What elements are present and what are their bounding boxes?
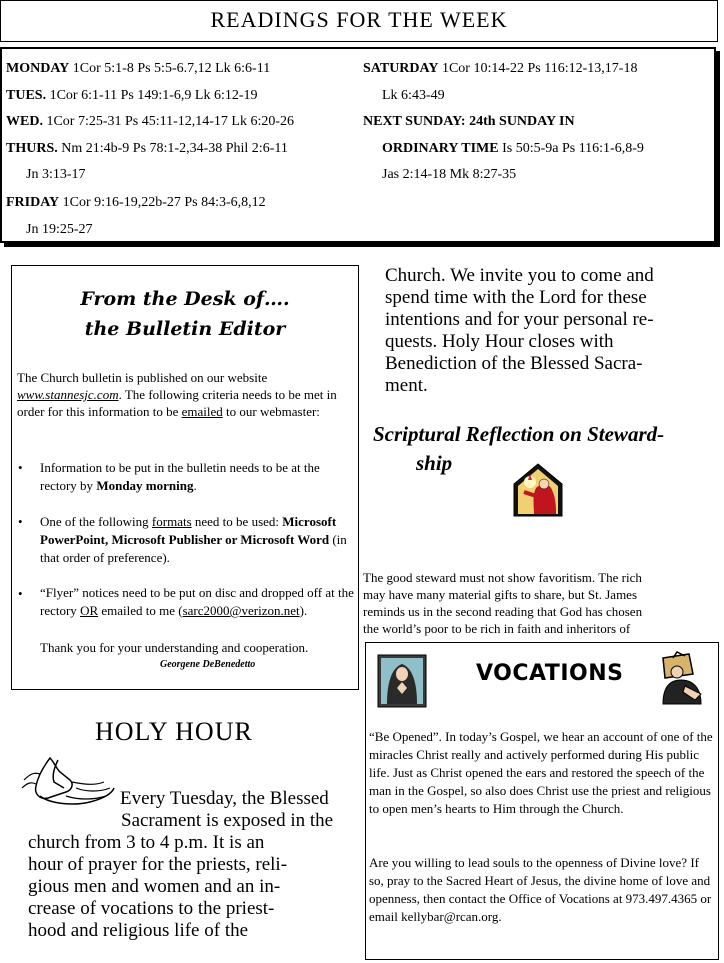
praying-nun-icon bbox=[377, 654, 427, 708]
holy-hour-cont-line: Church. We invite you to come and bbox=[385, 265, 654, 286]
holy-hour-cont-line: quests. Holy Hour closes with bbox=[385, 331, 614, 352]
editor-heading-2: the Bulletin Editor bbox=[84, 318, 286, 340]
vocations-box bbox=[365, 642, 719, 960]
holy-hour-cont-line: Benediction of the Blessed Sacra- bbox=[385, 353, 643, 374]
vocations-title: VOCATIONS bbox=[476, 661, 624, 686]
holy-hour-title: HOLY HOUR bbox=[95, 717, 253, 746]
praying-hands-icon bbox=[20, 752, 116, 808]
editor-heading-1: From the Desk of…. bbox=[80, 288, 290, 310]
reflection-title-cont: ship bbox=[416, 451, 453, 475]
reading-wednesday: WED. 1Cor 7:25-31 Ps 45:11-12,14-17 Lk 6:20-26 bbox=[6, 114, 295, 129]
editor-bullet-1: Information to be put in the bulletin needs to be at the rectory by Monday morning. bbox=[40, 460, 320, 493]
holy-hour-line: hood and religious life of the bbox=[28, 920, 249, 941]
bullet-icon: • bbox=[18, 586, 23, 601]
holy-hour-line: church from 3 to 4 p.m. It is an bbox=[28, 832, 265, 853]
holy-hour-cont-line: ment. bbox=[385, 375, 428, 396]
reflection-title: Scriptural Reflection on Steward- bbox=[373, 422, 665, 446]
holy-hour-line: crease of vocations to the priest- bbox=[28, 898, 275, 919]
holy-hour-line: hour of prayer for the priests, reli- bbox=[28, 854, 288, 875]
page-header bbox=[0, 0, 718, 42]
priest-icon bbox=[655, 650, 709, 706]
reflection-line: reminds us in the second reading that God has chosen bbox=[363, 604, 643, 619]
reflection-line: may have many material gifts to share, but St. James bbox=[363, 587, 638, 602]
holy-hour-cont-line: intentions and for your personal re- bbox=[385, 309, 654, 330]
reading-saturday: SATURDAY 1Cor 10:14-22 Ps 116:12-13,17-18 bbox=[363, 61, 638, 76]
reading-next-sunday-cont: Jas 2:14-18 Mk 8:27-35 bbox=[382, 167, 517, 182]
website-link[interactable]: www.stannesjc.com bbox=[17, 387, 119, 402]
readings-box bbox=[0, 47, 716, 243]
bullet-icon: • bbox=[18, 514, 23, 529]
bullet-icon: • bbox=[18, 460, 23, 475]
page-title: READINGS FOR THE WEEK bbox=[210, 7, 508, 32]
reading-monday: MONDAY 1Cor 5:1-8 Ps 5:5-6.7,12 Lk 6:6-11 bbox=[6, 61, 271, 76]
reading-thursday-cont: Jn 3:13-17 bbox=[26, 167, 86, 182]
email-link[interactable]: sarc2000@verizon.net bbox=[182, 603, 300, 618]
reading-thursday: THURS. Nm 21:4b-9 Ps 78:1-2,34-38 Phil 2:6-11 bbox=[6, 141, 288, 156]
vocations-paragraph-1: “Be Opened”. In today’s Gospel, we hear an account of one of the miracles Christ really and actively performed during His public life. Just as Christ opened the ears and restored the speech of the man in the Gospel, so also does Christ use the priest and religious to open men’s hearts to Him through the Church. bbox=[369, 729, 713, 816]
reading-next-sunday: NEXT SUNDAY: 24th SUNDAY IN bbox=[363, 114, 575, 129]
editor-signature: Georgene DeBenedetto bbox=[160, 659, 256, 670]
reading-saturday-cont: Lk 6:43-49 bbox=[382, 88, 445, 103]
holy-hour-line: Every Tuesday, the Blessed bbox=[120, 788, 329, 809]
editor-bullet-3: “Flyer” notices need to be put on disc and dropped off at the rectory OR emailed to me (sarc2000@verizon.net). bbox=[40, 585, 354, 618]
reflection-line: the world’s poor to be rich in faith and inheritors of bbox=[363, 621, 631, 636]
reading-next-sunday-refs: ORDINARY TIME Is 50:5-9a Ps 116:1-6,8-9 bbox=[382, 141, 644, 156]
reading-tuesday: TUES. 1Cor 6:1-11 Ps 149:1-6,9 Lk 6:12-19 bbox=[6, 88, 258, 103]
editor-bullet-2: One of the following formats need to be used: Microsoft PowerPoint, Microsoft Publisher or Microsoft Word (in that order of preference). bbox=[40, 514, 347, 565]
holy-hour-cont-line: spend time with the Lord for these bbox=[385, 287, 647, 308]
reflection-line: The good steward must not show favoritism. The rich bbox=[363, 570, 642, 585]
vocations-paragraph-2: Are you willing to lead souls to the openness of Divine love? If so, pray to the Sacred Heart of Jesus, the divine home of love and openness, then contact the Office of Vocations at 973.497.4365 or email kellybar@rcan.org. bbox=[369, 855, 712, 924]
bulletin-editor-box bbox=[11, 265, 359, 690]
holy-hour-line: Sacrament is exposed in the bbox=[121, 810, 334, 831]
editor-intro: The Church bulletin is published on our website www.stannesjc.com. The following criteria needs to be met in order for this information to be emailed to our webmaster: bbox=[17, 370, 337, 419]
editor-thanks: Thank you for your understanding and cooperation. bbox=[40, 640, 309, 655]
reading-friday: FRIDAY 1Cor 9:16-19,22b-27 Ps 84:3-6,8,12 bbox=[6, 195, 266, 210]
reading-friday-cont: Jn 19:25-27 bbox=[26, 222, 93, 237]
holy-hour-line: gious men and women and an in- bbox=[28, 876, 281, 897]
candle-figure-icon bbox=[512, 462, 564, 518]
